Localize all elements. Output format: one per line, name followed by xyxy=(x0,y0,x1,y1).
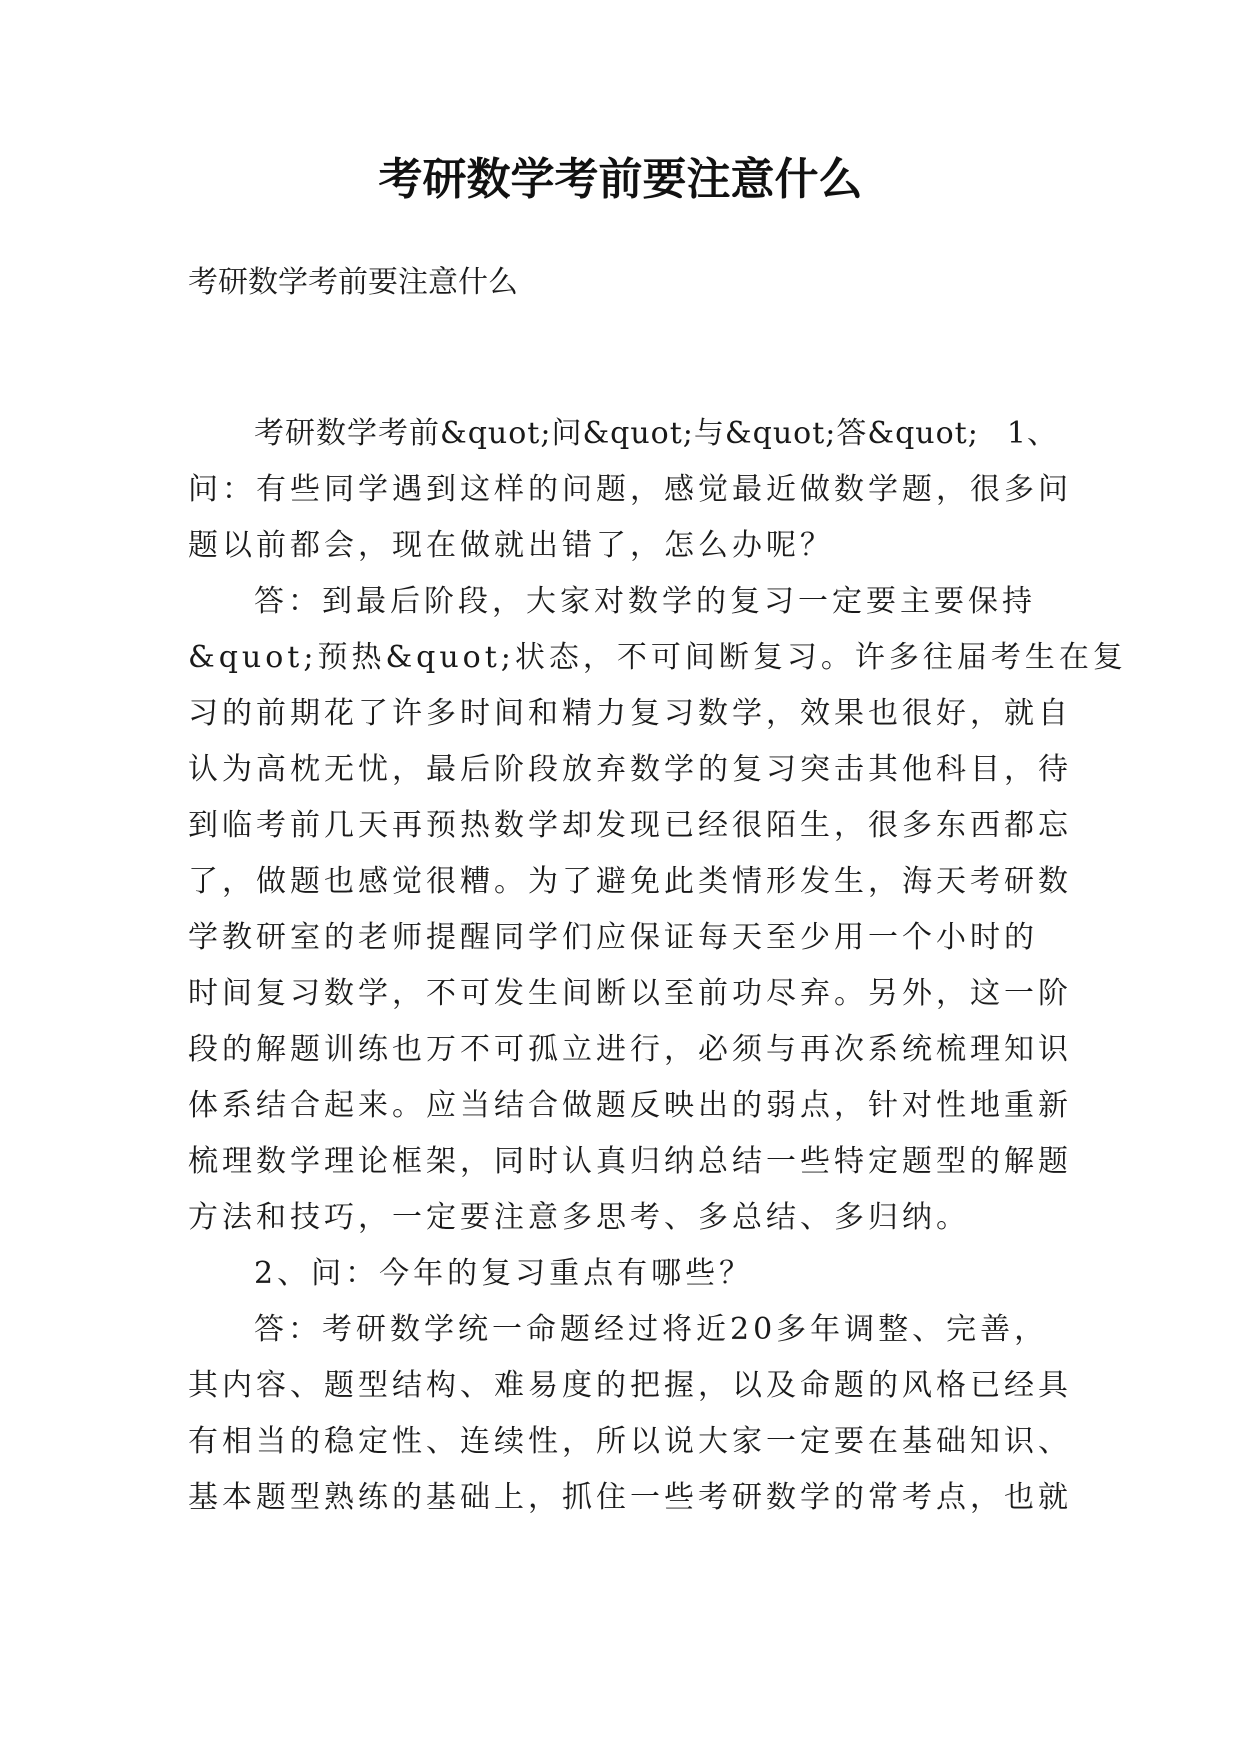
body-line: 题以前都会，现在做就出错了，怎么办呢？ xyxy=(188,528,834,563)
body-line: 梳理数学理论框架，同时认真归纳总结一些特定题型的解题 xyxy=(188,1144,1072,1179)
body-line: 有相当的稳定性、连续性，所以说大家一定要在基础知识、 xyxy=(188,1424,1072,1459)
answer-1-first-line: 答：到最后阶段，大家对数学的复习一定要主要保持 xyxy=(254,584,1036,619)
document-subtitle: 考研数学考前要注意什么 xyxy=(188,265,518,300)
body-line: 其内容、题型结构、难易度的把握，以及命题的风格已经具 xyxy=(188,1368,1072,1403)
body-line: 体系结合起来。应当结合做题反映出的弱点，针对性地重新 xyxy=(188,1088,1072,1123)
body-line: 段的解题训练也万不可孤立进行，必须与再次系统梳理知识 xyxy=(188,1032,1072,1067)
body-line: 认为高枕无忧，最后阶段放弃数学的复习突击其他科目，待 xyxy=(188,752,1072,787)
body-line: 基本题型熟练的基础上，抓住一些考研数学的常考点，也就 xyxy=(188,1480,1072,1515)
document-title: 考研数学考前要注意什么 xyxy=(378,154,863,205)
answer-2-first-line: 答：考研数学统一命题经过将近20多年调整、完善， xyxy=(254,1312,1049,1347)
body-line: 习的前期花了许多时间和精力复习数学，效果也很好，就自 xyxy=(188,696,1072,731)
body-line: 到临考前几天再预热数学却发现已经很陌生，很多东西都忘 xyxy=(188,808,1072,843)
question-2-line: 2、问：今年的复习重点有哪些？ xyxy=(254,1256,754,1291)
body-line: 问：有些同学遇到这样的问题，感觉最近做数学题，很多问 xyxy=(188,472,1072,507)
body-line: 学教研室的老师提醒同学们应保证每天至少用一个小时的 xyxy=(188,920,1038,955)
document-body xyxy=(188,406,1127,1526)
body-line: 了，做题也感觉很糟。为了避免此类情形发生，海天考研数 xyxy=(188,864,1072,899)
question-1-number: 1、 xyxy=(1006,416,1058,451)
body-line: &quot;预热&quot;状态，不可间断复习。许多往届考生在复 xyxy=(188,640,1127,675)
body-line: 方法和技巧，一定要注意多思考、多总结、多归纳。 xyxy=(188,1200,970,1235)
question-1-heading-line xyxy=(188,406,1058,462)
question-1-heading: 考研数学考前&quot;问&quot;与&quot;答&quot; xyxy=(254,416,979,451)
body-line: 时间复习数学，不可发生间断以至前功尽弃。另外，这一阶 xyxy=(188,976,1072,1011)
